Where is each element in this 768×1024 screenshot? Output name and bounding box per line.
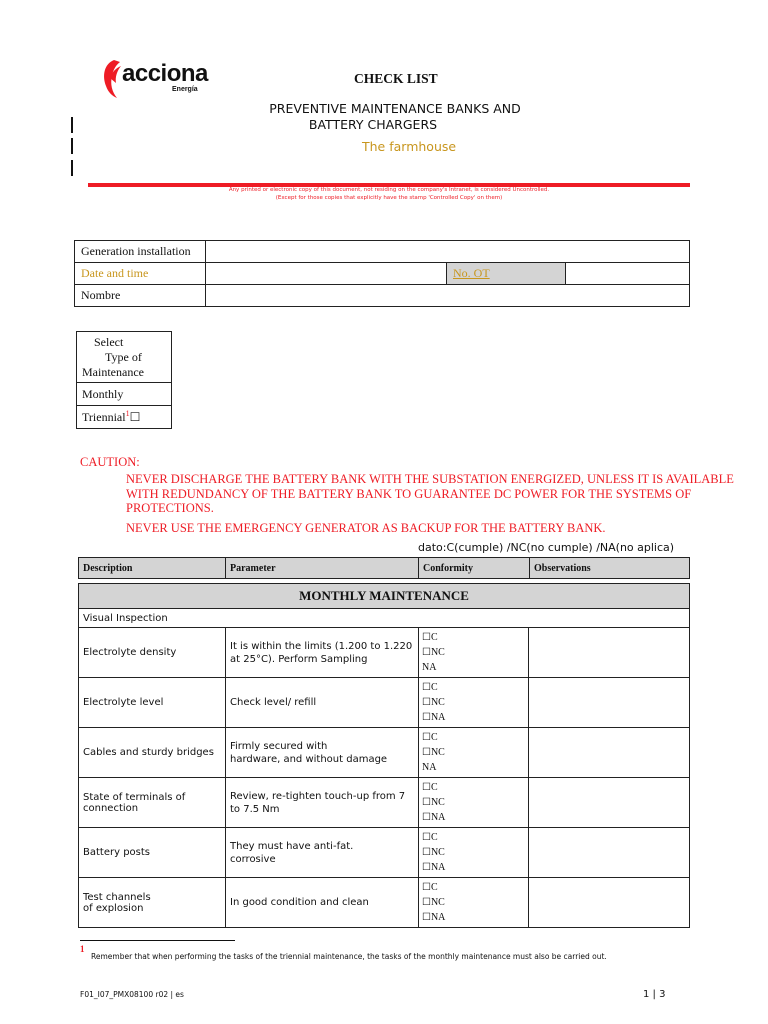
- conformity-option-checkbox[interactable]: ☐C: [422, 682, 438, 693]
- generation-installation-field[interactable]: [206, 241, 690, 263]
- section-monthly-maintenance: MONTHLY MAINTENANCE: [79, 584, 690, 609]
- uncontrolled-copy-notice: [88, 187, 690, 202]
- table-row: [79, 828, 690, 878]
- conformity-option-checkbox[interactable]: ☐NC: [422, 797, 445, 808]
- site-name: The farmhouse: [362, 139, 457, 154]
- col-observations: Observations: [530, 558, 690, 579]
- row-conformity: [419, 778, 529, 828]
- conformity-option-checkbox[interactable]: ☐C: [422, 782, 438, 793]
- maintenance-type-table: [76, 331, 172, 429]
- caution-item-2: NEVER USE THE EMERGENCY GENERATOR AS BACKUP FOR THE BATTERY BANK.: [126, 521, 606, 535]
- conformity-option-checkbox[interactable]: ☐NA: [422, 862, 446, 873]
- maintenance-type-header: [77, 332, 172, 383]
- row-parameter: In good condition and clean: [226, 878, 419, 928]
- margin-bar: [71, 138, 73, 154]
- monthly-option[interactable]: Monthly: [77, 383, 172, 406]
- caution-item-1: [126, 472, 734, 516]
- triennial-option[interactable]: [77, 406, 172, 429]
- caution-item-1-line-3: PROTECTIONS.: [126, 501, 214, 515]
- table-row: [79, 778, 690, 828]
- date-time-text: Date and time: [81, 266, 149, 280]
- subsection-visual-inspection: Visual Inspection: [79, 609, 690, 628]
- nombre-label: Nombre: [75, 285, 206, 307]
- row-description: Cables and sturdy bridges: [79, 728, 226, 778]
- conformity-option-checkbox[interactable]: ☐C: [422, 882, 438, 893]
- checklist-table: [78, 583, 690, 928]
- subtitle-line-1: PREVENTIVE MAINTENANCE BANKS AND: [269, 101, 521, 116]
- row-parameter: It is within the limits (1.200 to 1.220 at 25°C). Perform Sampling: [226, 628, 419, 678]
- conformity-option-checkbox[interactable]: ☐NC: [422, 897, 445, 908]
- conformity-option-checkbox[interactable]: NA: [422, 662, 437, 673]
- date-time-label: [75, 263, 206, 285]
- conformity-option-checkbox[interactable]: ☐NC: [422, 697, 445, 708]
- table-row: [79, 878, 690, 928]
- document-title: CHECK LIST: [354, 71, 438, 86]
- date-time-field[interactable]: [206, 263, 447, 285]
- checklist-column-headers: [78, 557, 690, 579]
- no-ot-field[interactable]: [566, 263, 690, 285]
- notice-line-1: Any printed or electronic copy of this document, not residing on the company's Intranet, is considered Uncontrolled.: [228, 187, 550, 193]
- no-ot-label: No. OT: [447, 263, 566, 285]
- row-conformity: [419, 678, 529, 728]
- mtype-header-line-3: Maintenance: [82, 364, 144, 379]
- document-subtitle: [250, 101, 540, 133]
- table-row: [79, 728, 690, 778]
- col-parameter: Parameter: [226, 558, 419, 579]
- table-row: [79, 628, 690, 678]
- table-row: [79, 678, 690, 728]
- page-number: 1 | 3: [643, 989, 666, 1000]
- mtype-header-line-1: Select: [94, 334, 124, 349]
- row-observations[interactable]: [529, 778, 690, 828]
- logo-wordmark: acciona: [122, 60, 208, 87]
- col-conformity: Conformity: [419, 558, 530, 579]
- conformity-option-checkbox[interactable]: ☐NA: [422, 812, 446, 823]
- conformity-option-checkbox[interactable]: ☐NC: [422, 847, 445, 858]
- row-parameter: Firmly secured with hardware, and without damage: [226, 728, 419, 778]
- row-description: Electrolyte level: [79, 678, 226, 728]
- caution-item-1-line-1: NEVER DISCHARGE THE BATTERY BANK WITH THE SUBSTATION ENERGIZED, UNLESS IT IS AVAILABLE: [126, 472, 734, 486]
- row-conformity: [419, 728, 529, 778]
- row-parameter: Check level/ refill: [226, 678, 419, 728]
- conformity-option-checkbox[interactable]: ☐C: [422, 832, 438, 843]
- subtitle-line-2: BATTERY CHARGERS: [308, 117, 438, 132]
- col-description: Description: [79, 558, 226, 579]
- conformity-option-checkbox[interactable]: ☐C: [422, 632, 438, 643]
- row-observations[interactable]: [529, 828, 690, 878]
- triennial-checkbox[interactable]: ☐: [129, 410, 141, 424]
- row-observations[interactable]: [529, 678, 690, 728]
- installation-info-table: [74, 240, 690, 307]
- caution-item-1-line-2: WITH REDUNDANCY OF THE BATTERY BANK TO GUARANTEE DC POWER FOR THE SYSTEMS OF: [126, 486, 692, 501]
- row-parameter: They must have anti-fat. corrosive: [226, 828, 419, 878]
- row-description: Test channels of explosion: [79, 878, 226, 928]
- conformity-legend: dato:C(cumple) /NC(no cumple) /NA(no aplica): [418, 541, 675, 554]
- margin-bar: [71, 117, 73, 133]
- footnote-number: 1: [80, 944, 85, 954]
- conformity-option-checkbox[interactable]: ☐NA: [422, 712, 446, 723]
- caution-label: CAUTION:: [80, 455, 140, 469]
- conformity-option-checkbox[interactable]: ☐NC: [422, 747, 445, 758]
- footnote-text: Remember that when performing the tasks of the triennial maintenance, the tasks of the monthly maintenance must also be carried out.: [91, 952, 607, 961]
- row-description: Battery posts: [79, 828, 226, 878]
- row-observations[interactable]: [529, 728, 690, 778]
- triennial-footnote-ref: 1: [125, 409, 130, 418]
- document-code: F01_I07_PMX08100 r02 | es: [80, 990, 184, 999]
- logo-subtitle: Energía: [172, 86, 198, 93]
- footnote-divider: [80, 940, 235, 941]
- row-parameter: Review, re-tighten touch-up from 7 to 7.5 Nm: [226, 778, 419, 828]
- row-observations[interactable]: [529, 878, 690, 928]
- triennial-label: Triennial: [82, 410, 126, 424]
- mtype-header-line-2: Type of: [105, 349, 142, 364]
- row-observations[interactable]: [529, 628, 690, 678]
- row-conformity: [419, 628, 529, 678]
- row-conformity: [419, 878, 529, 928]
- generation-installation-label: Generation installation: [75, 241, 206, 263]
- conformity-option-checkbox[interactable]: ☐C: [422, 732, 438, 743]
- nombre-field[interactable]: [206, 285, 690, 307]
- conformity-option-checkbox[interactable]: ☐NC: [422, 647, 445, 658]
- margin-bar: [71, 160, 73, 176]
- notice-line-2: (Except for those copies that explicitly have the stamp 'Controlled Copy' on them): [275, 194, 503, 201]
- row-description: State of terminals of connection: [79, 778, 226, 828]
- row-description: Electrolyte density: [79, 628, 226, 678]
- conformity-option-checkbox[interactable]: NA: [422, 762, 437, 773]
- row-conformity: [419, 828, 529, 878]
- conformity-option-checkbox[interactable]: ☐NA: [422, 912, 446, 923]
